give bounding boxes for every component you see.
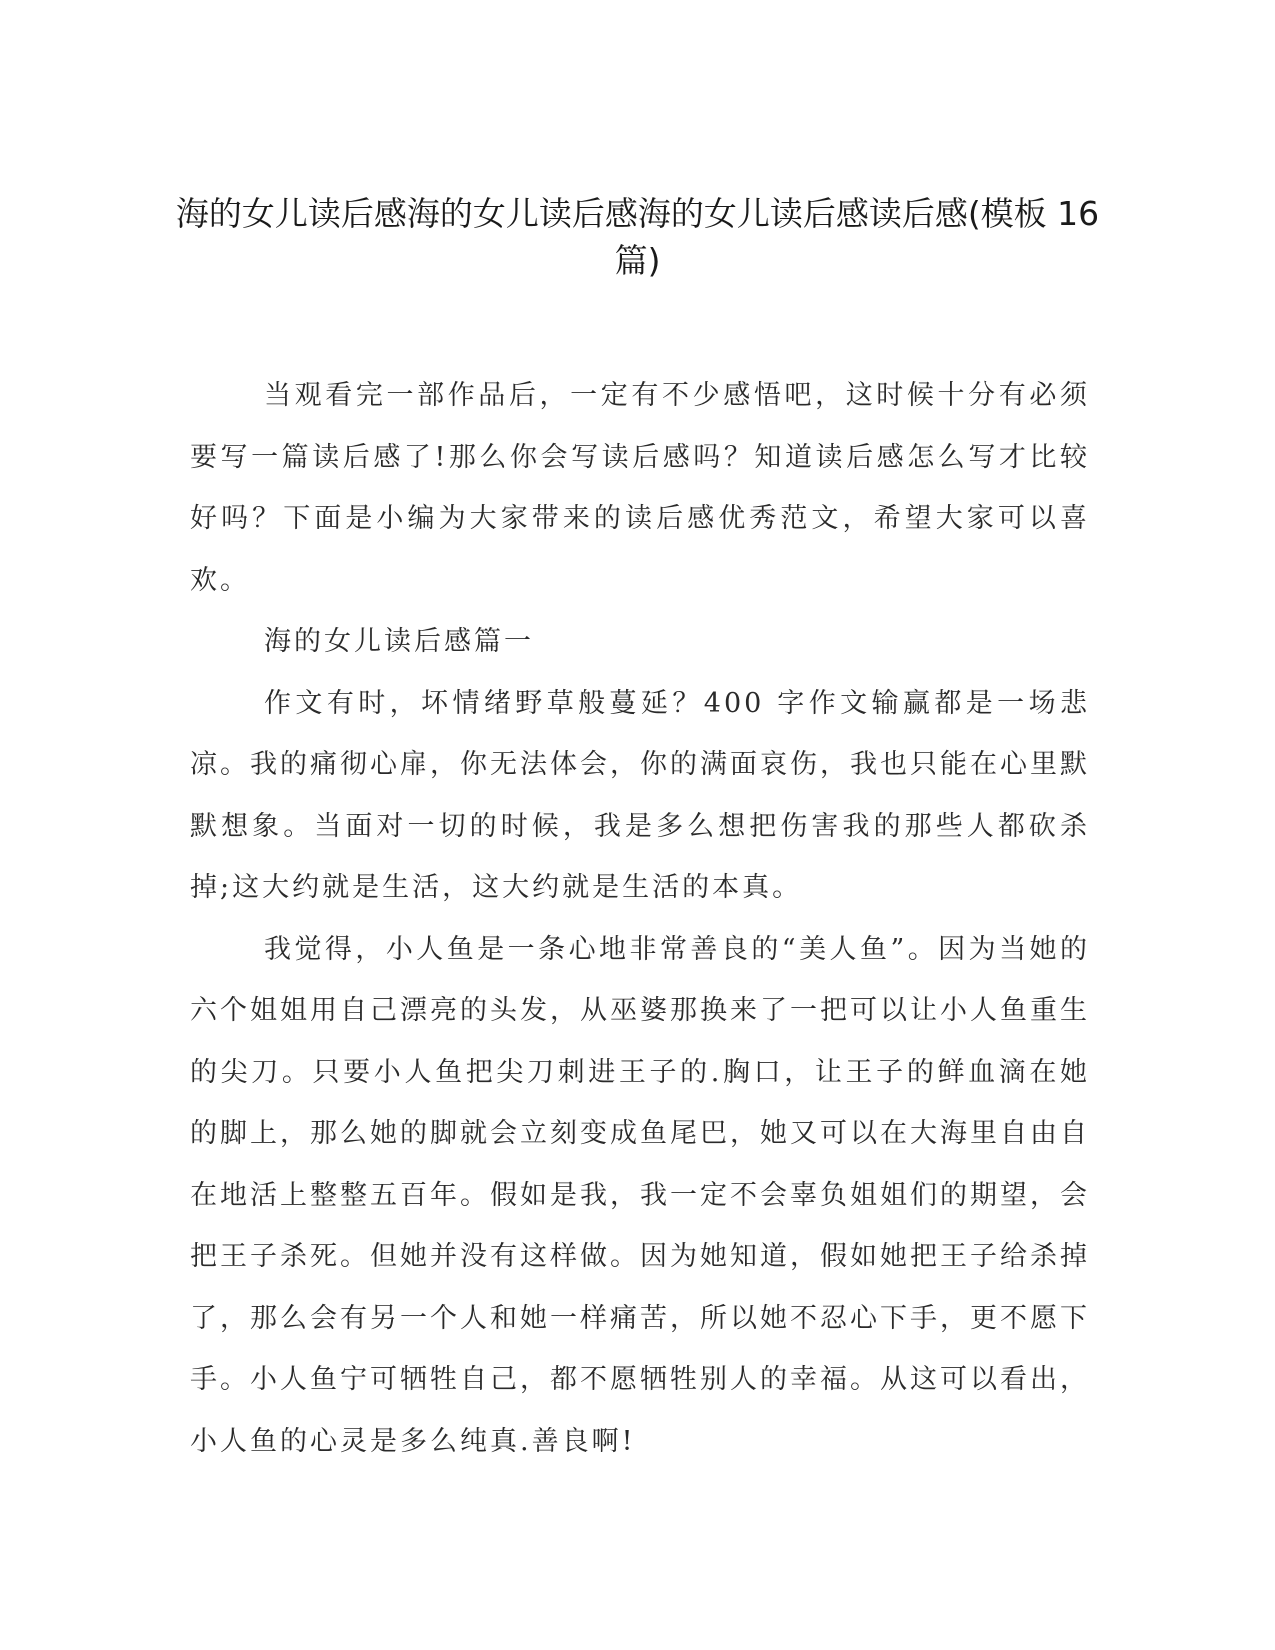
document-body bbox=[190, 365, 1090, 1472]
section-heading: 海的女儿读后感篇一 bbox=[264, 626, 534, 657]
intro-paragraph: 当观看完一部作品后，一定有不少感悟吧，这时候十分有必须要写一篇读后感了!那么你会写读后感吗？知道读后感怎么写才比较好吗？下面是小编为大家带来的读后感优秀范文，希望大家可以喜欢。 bbox=[190, 380, 1090, 596]
document-title: 海的女儿读后感海的女儿读后感海的女儿读后感读后感(模板 16 篇) bbox=[175, 194, 1100, 280]
body-paragraph-1: 作文有时，坏情绪野草般蔓延？400 字作文输赢都是一场悲凉。我的痛彻心扉，你无法体会，你的满面哀伤，我也只能在心里默默想象。当面对一切的时候，我是多么想把伤害我的那些人都砍杀掉;这大约就是生活，这大约就是生活的本真。 bbox=[190, 687, 1090, 903]
body-paragraph-2: 我觉得，小人鱼是一条心地非常善良的“美人鱼”。因为当她的六个姐姐用自己漂亮的头发，从巫婆那换来了一把可以让小人鱼重生的尖刀。只要小人鱼把尖刀刺进王子的.胸口，让王子的鲜血滴在她的脚上，那么她的脚就会立刻变成鱼尾巴，她又可以在大海里自由自在地活上整整五百年。假如是我，我一定不会辜负姐姐们的期望，会把王子杀死。但她并没有这样做。因为她知道，假如她把王子给杀掉了，那么会有另一个人和她一样痛苦，所以她不忍心下手，更不愿下手。小人鱼宁可牺牲自己，都不愿牺牲别人的幸福。从这可以看出，小人鱼的心灵是多么纯真.善良啊! bbox=[190, 933, 1090, 1457]
